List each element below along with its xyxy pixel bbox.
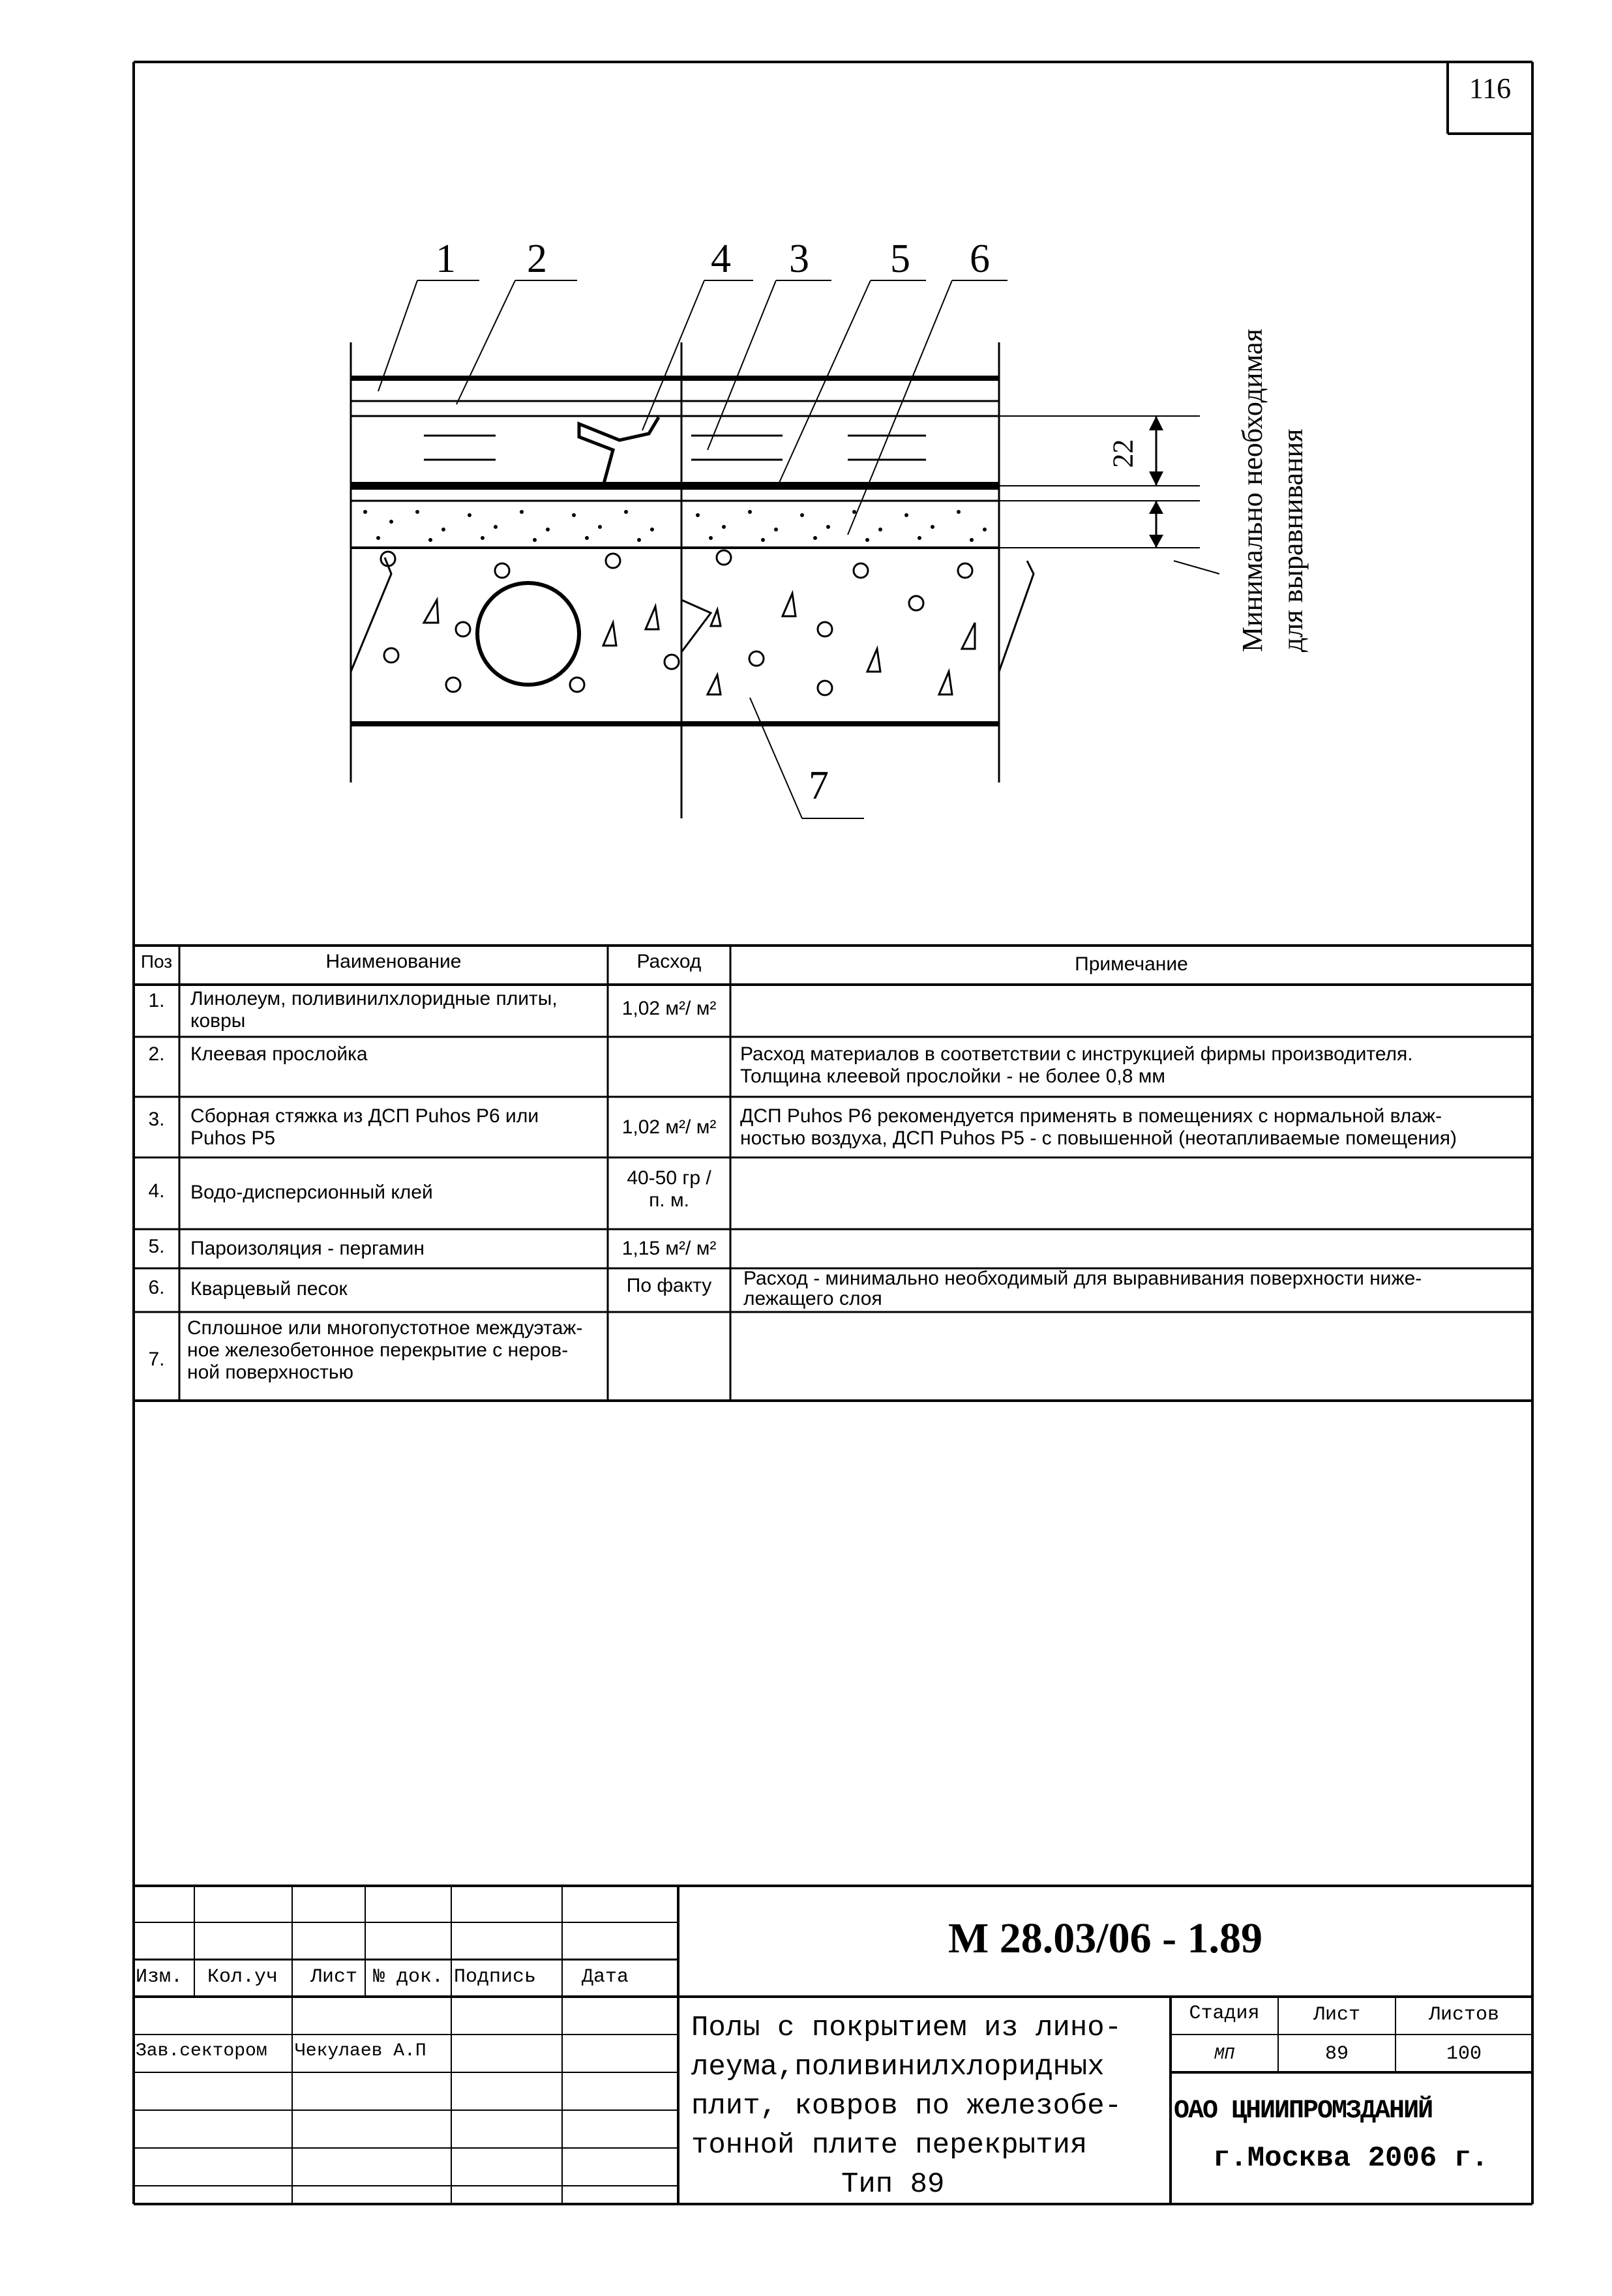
callout-7: 7	[809, 764, 829, 808]
row-5-pos: 5.	[148, 1236, 165, 1257]
row-4-name: Водо-дисперсионный клей	[190, 1182, 433, 1203]
col-header-signature: Подпись	[454, 1966, 537, 1988]
row-3-note	[740, 1105, 1532, 1150]
row-7-name-line-2: ное железобетонное перекрытие с неров-	[187, 1339, 569, 1361]
sheet-label: Лист	[1313, 2004, 1360, 2026]
row-5-name: Пароизоляция - пергамин	[190, 1238, 425, 1259]
person-name: Чекулаев А.П	[295, 2041, 426, 2061]
sheet-title-line-5: Тип 89	[841, 2168, 945, 2201]
row-5-consumption: 1,15 м²/ м²	[621, 1238, 717, 1259]
role-label: Зав.сектором	[136, 2041, 267, 2061]
doc-code: М 28.03/06 - 1.89	[948, 1915, 1263, 1962]
dimension-label: 22	[1107, 439, 1139, 468]
row-3-consumption: 1,02 м²/ м²	[621, 1116, 717, 1138]
stage-label: Стадия	[1189, 2003, 1260, 2025]
callout-4: 4	[711, 237, 731, 281]
row-3-pos: 3.	[148, 1109, 165, 1130]
side-note-line-1: Минимально необходимая	[1236, 329, 1268, 652]
sand-layer-dots	[363, 510, 987, 542]
row-1-name	[190, 988, 601, 1032]
row-3-name-line-2: Puhos P5	[190, 1127, 276, 1149]
side-note-line-2: для выравнивания	[1277, 428, 1309, 652]
callout-2: 2	[527, 237, 547, 281]
side-note	[1232, 287, 1313, 652]
row-4-consumption: 40-50 гр /п. м.	[627, 1167, 711, 1211]
row-7-name-line-3: ной поверхностью	[187, 1362, 354, 1383]
row-2-name: Клеевая прослойка	[190, 1043, 368, 1065]
row-7-pos: 7.	[148, 1349, 165, 1370]
sheet-title-line-4: тонной плите перекрытия	[691, 2129, 1088, 2162]
organization: ОАО ЦНИИПРОМЗДАНИЙ	[1174, 2096, 1433, 2126]
col-header-date: Дата	[582, 1966, 629, 1988]
stage-value: МП	[1214, 2044, 1235, 2064]
row-1-name-line-1: Линолеум, поливинилхлоридные плиты,	[190, 988, 558, 1009]
row-6-note	[743, 1268, 1529, 1309]
row-6-consumption: По факту	[626, 1275, 712, 1296]
sheets-value: 100	[1446, 2043, 1482, 2065]
callout-5: 5	[890, 237, 910, 281]
row-7-name-line-1: Сплошное или многопустотное междуэтаж-	[187, 1317, 583, 1339]
header-note: Примечание	[1075, 953, 1188, 975]
header-name: Наименование	[325, 951, 462, 972]
row-3-note-line-1: ДСП Puhos P6 рекомендуется применять в помещениях с нормальной влаж-	[740, 1105, 1442, 1127]
sheet-title-line-2: леума,поливинилхлоридных	[691, 2051, 1105, 2083]
row-3-name-line-1: Сборная стяжка из ДСП Puhos P6 или	[190, 1105, 539, 1127]
page-number: 116	[1469, 72, 1512, 104]
col-header-doc: № док.	[373, 1966, 444, 1988]
row-3-note-line-2: ностью воздуха, ДСП Puhos P5 - с повышенной (неотапливаемые помещения)	[740, 1127, 1457, 1149]
row-2-pos: 2.	[148, 1043, 165, 1065]
col-header-kol-uch: Кол.уч	[207, 1966, 278, 1988]
header-consumption: Расход	[636, 951, 702, 972]
sheets-label: Листов	[1428, 2004, 1500, 2026]
row-1-name-line-2: ковры	[190, 1010, 246, 1032]
col-header-izm: Изм.	[136, 1966, 183, 1988]
row-6-note-line-2: лежащего слоя	[743, 1288, 882, 1309]
sheet-title	[691, 2008, 1167, 2204]
col-header-list: Лист	[310, 1966, 358, 1988]
row-2-note-line-1: Расход материалов в соответствии с инструкцией фирмы производителя.	[740, 1043, 1413, 1065]
row-1-consumption: 1,02 м²/ м²	[621, 998, 717, 1019]
callout-6: 6	[970, 237, 990, 281]
row-4-pos: 4.	[148, 1180, 165, 1202]
header-pos: Поз	[140, 951, 173, 972]
city-year: г.Москва 2006 г.	[1213, 2142, 1489, 2175]
sheet-title-line-3: плит, ковров по железобе-	[691, 2090, 1122, 2123]
row-7-name	[187, 1317, 606, 1384]
callout-3: 3	[789, 237, 809, 281]
sheet-title-line-1: Полы с покрытием из лино-	[691, 2012, 1122, 2044]
sheet-value: 89	[1324, 2043, 1349, 2065]
callout-1: 1	[436, 237, 456, 281]
row-6-name: Кварцевый песок	[190, 1278, 348, 1300]
row-2-note-line-2: Толщина клеевой прослойки - не более 0,8 мм	[740, 1066, 1165, 1087]
row-6-pos: 6.	[148, 1277, 165, 1298]
row-1-pos: 1.	[148, 990, 165, 1011]
row-6-note-line-1: Расход - минимально необходимый для выравнивания поверхности ниже-	[743, 1268, 1422, 1289]
row-3-name	[190, 1105, 601, 1150]
row-2-note	[740, 1043, 1529, 1088]
